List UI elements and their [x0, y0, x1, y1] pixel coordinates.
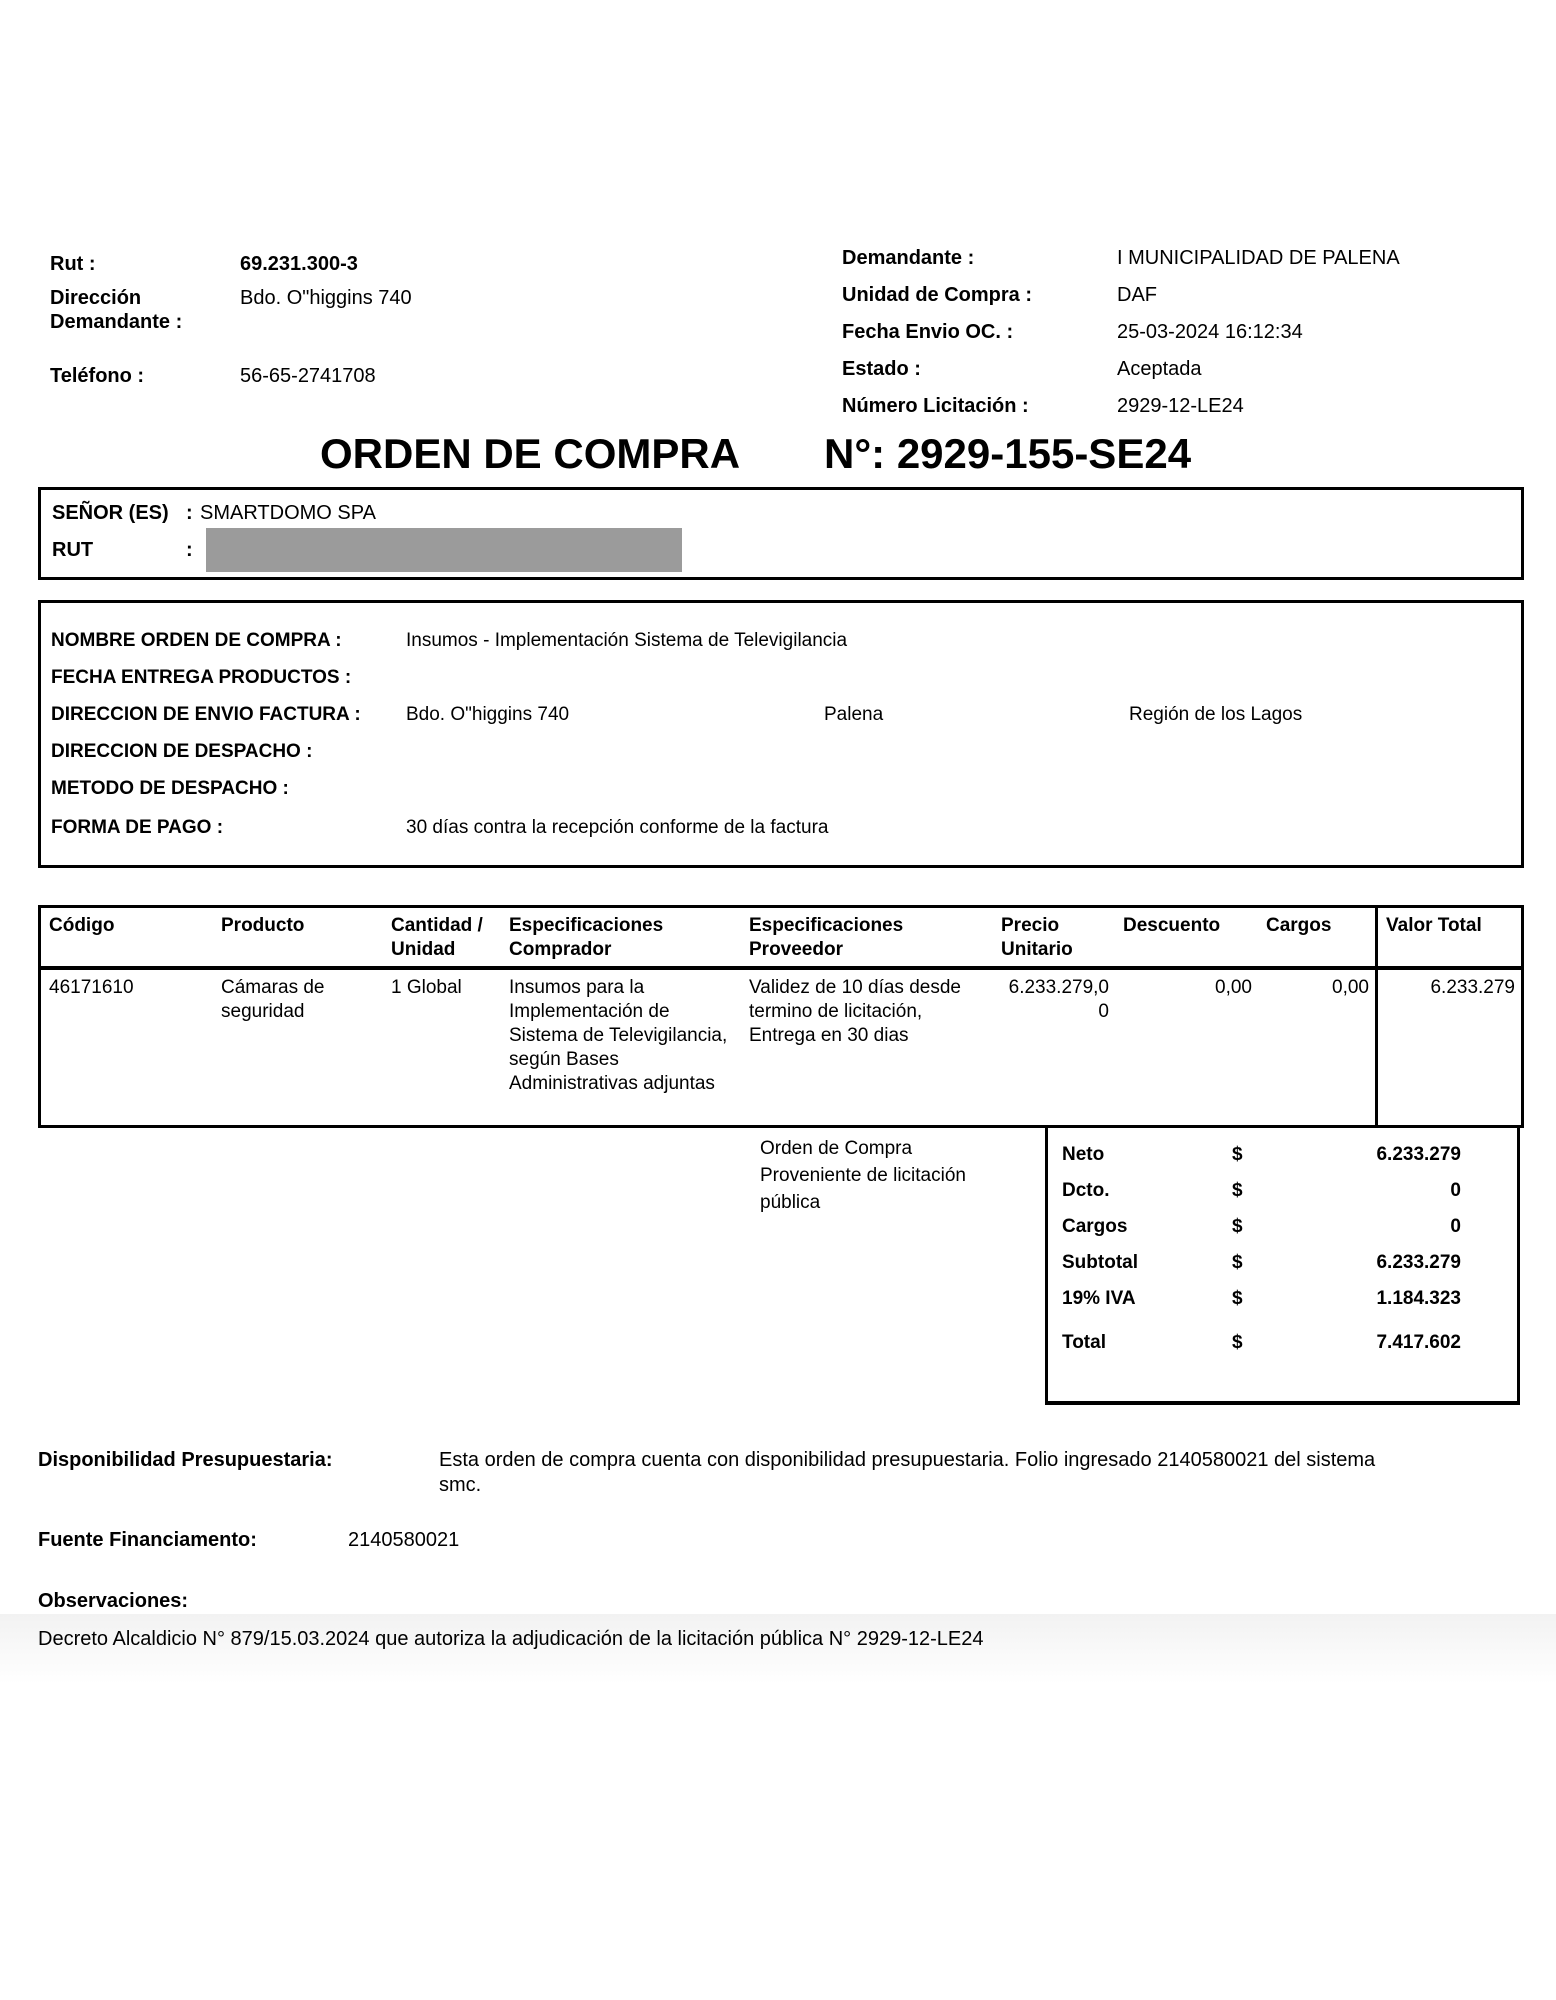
metodo-despacho-label: METODO DE DESPACHO :: [51, 778, 289, 799]
fuente-financiamento-row: [38, 1528, 459, 1553]
telefono-value: 56-65-2741708: [240, 365, 376, 387]
fecha-envio-value: 25-03-2024 16:12:34: [1117, 321, 1303, 343]
cargos-value: 0: [1450, 1216, 1461, 1237]
buyer-info-right: [842, 246, 1522, 431]
direccion-despacho-label: DIRECCION DE DESPACHO :: [51, 741, 313, 762]
header-precio-unitario: Precio Unitario: [1001, 915, 1073, 960]
demandante-row: [842, 246, 1522, 270]
direccion-despacho-row: [51, 740, 1509, 763]
envio-factura-comuna: Palena: [824, 704, 884, 725]
neto-label: Neto: [1062, 1144, 1105, 1165]
estado-value: Aceptada: [1117, 358, 1202, 380]
neto-value: 6.233.279: [1376, 1144, 1461, 1165]
subtotal-label: Subtotal: [1062, 1252, 1138, 1273]
fuente-value: 2140580021: [348, 1529, 460, 1551]
cell-cantidad: 1 Global: [391, 977, 462, 998]
fuente-label: Fuente Financiamento:: [38, 1529, 257, 1551]
cell-precio-unitario: 6.233.279,00: [1008, 977, 1109, 1022]
cell-espec-proveedor: Validez de 10 días desde termino de licitación, Entrega en 30 dias: [749, 977, 961, 1046]
document-title: [320, 430, 1191, 478]
direccion-row: [50, 286, 790, 334]
header-cargos: Cargos: [1266, 915, 1332, 936]
disponibilidad-label: Disponibilidad Presupuestaria:: [38, 1449, 333, 1471]
envio-factura-label: DIRECCION DE ENVIO FACTURA :: [51, 704, 361, 725]
total-row-cargos: [1062, 1215, 1517, 1239]
metodo-despacho-row: [51, 777, 1509, 800]
header-cantidad: Cantidad / Unidad: [391, 915, 483, 960]
dcto-label: Dcto.: [1062, 1180, 1110, 1201]
header-codigo: Código: [49, 915, 115, 936]
telefono-label: Teléfono :: [50, 365, 145, 387]
rut-row: [50, 252, 790, 276]
numero-licitacion-row: [842, 394, 1522, 418]
total-row-neto: [1062, 1143, 1517, 1167]
disponibilidad-row: [38, 1448, 1399, 1498]
nombre-orden-label: NOMBRE ORDEN DE COMPRA :: [51, 630, 342, 651]
cargos-currency: $: [1232, 1216, 1243, 1237]
items-table: [38, 905, 1524, 1128]
observaciones-text: Decreto Alcaldicio N° 879/15.03.2024 que autoriza la adjudicación de la licitación pública N° 2929-12-LE24: [38, 1628, 984, 1650]
fecha-envio-row: [842, 320, 1522, 344]
totals-box: [1045, 1127, 1520, 1405]
total-row-dcto: [1062, 1179, 1517, 1203]
senor-value: SMARTDOMO SPA: [200, 502, 376, 524]
total-label: Total: [1062, 1332, 1106, 1353]
senor-label: SEÑOR (ES): [52, 502, 169, 524]
cell-codigo: 46171610: [49, 977, 134, 998]
subtotal-currency: $: [1232, 1252, 1243, 1273]
header-producto: Producto: [221, 915, 305, 936]
demandante-label: Demandante :: [842, 247, 975, 269]
nombre-orden-value: Insumos - Implementación Sistema de Televigilancia: [406, 630, 848, 651]
items-table-header: [41, 908, 1521, 970]
cell-producto: Cámaras de seguridad: [221, 977, 325, 1022]
envio-factura-direccion: Bdo. O"higgins 740: [406, 704, 570, 725]
cell-espec-comprador: Insumos para la Implementación de Sistema de Televigilancia, según Bases Administrativas adjuntas: [509, 977, 728, 1094]
header-valor-total: Valor Total: [1375, 908, 1521, 966]
direccion-value: Bdo. O"higgins 740: [240, 287, 412, 309]
rut-value: 69.231.300-3: [240, 253, 358, 275]
iva-value: 1.184.323: [1376, 1288, 1461, 1309]
unidad-compra-value: DAF: [1117, 284, 1157, 306]
rut-label: Rut :: [50, 253, 96, 275]
dcto-currency: $: [1232, 1180, 1243, 1201]
buyer-info-left: [50, 252, 790, 388]
vendor-rut-row: [52, 526, 1521, 574]
fecha-envio-label: Fecha Envio OC. :: [842, 321, 1014, 343]
dcto-value: 0: [1450, 1180, 1461, 1201]
iva-label: 19% IVA: [1062, 1288, 1136, 1309]
order-number-value: 2929-155-SE24: [896, 430, 1192, 477]
table-row: [41, 970, 1521, 1125]
header-descuento: Descuento: [1123, 915, 1221, 936]
estado-row: [842, 357, 1522, 381]
order-number-label: N°:: [824, 430, 886, 477]
total-value: 7.417.602: [1376, 1332, 1461, 1353]
subtotal-value: 6.233.279: [1376, 1252, 1461, 1273]
rut-redaction: [206, 528, 682, 572]
unidad-compra-label: Unidad de Compra :: [842, 284, 1033, 306]
senor-row: [52, 500, 1521, 526]
cell-cargos: 0,00: [1332, 977, 1369, 998]
observaciones-label: Observaciones:: [38, 1590, 189, 1612]
numero-licitacion-value: 2929-12-LE24: [1117, 395, 1244, 417]
total-row-iva: [1062, 1287, 1517, 1311]
vendor-box: [38, 487, 1524, 580]
cell-valor-total: 6.233.279: [1375, 970, 1521, 1125]
total-currency: $: [1232, 1332, 1243, 1353]
direccion-label: Dirección Demandante :: [50, 287, 183, 333]
fecha-entrega-label: FECHA ENTREGA PRODUCTOS :: [51, 667, 352, 688]
senor-colon: :: [186, 502, 193, 524]
numero-licitacion-label: Número Licitación :: [842, 395, 1029, 417]
unidad-compra-row: [842, 283, 1522, 307]
nombre-orden-row: [51, 629, 1509, 652]
header-espec-comprador: Especificaciones Comprador: [509, 915, 664, 960]
summary-note: Orden de Compra Proveniente de licitación pública: [760, 1138, 966, 1213]
iva-currency: $: [1232, 1288, 1243, 1309]
order-number: [824, 430, 1191, 478]
estado-label: Estado :: [842, 358, 921, 380]
order-details-box: [38, 600, 1524, 868]
cell-descuento: 0,00: [1215, 977, 1252, 998]
envio-factura-row: [51, 703, 1509, 726]
fecha-entrega-row: [51, 666, 1509, 689]
vendor-rut-label: RUT: [52, 538, 94, 561]
forma-pago-value: 30 días contra la recepción conforme de la factura: [406, 817, 829, 838]
header-espec-proveedor: Especificaciones Proveedor: [749, 915, 904, 960]
total-row-total: [1062, 1331, 1517, 1355]
neto-currency: $: [1232, 1144, 1243, 1165]
demandante-value: I MUNICIPALIDAD DE PALENA: [1117, 247, 1400, 269]
forma-pago-row: [51, 816, 1509, 839]
total-row-subtotal: [1062, 1251, 1517, 1275]
vendor-rut-colon: :: [186, 538, 193, 561]
telefono-row: [50, 364, 790, 388]
title-text: ORDEN DE COMPRA: [320, 430, 741, 477]
observation-band: [0, 1614, 1556, 1684]
envio-factura-region: Región de los Lagos: [1129, 704, 1303, 725]
disponibilidad-text: Esta orden de compra cuenta con disponibilidad presupuestaria. Folio ingresado 2140580021 del sistema smc.: [439, 1449, 1376, 1496]
forma-pago-label: FORMA DE PAGO :: [51, 817, 224, 838]
cargos-label: Cargos: [1062, 1216, 1128, 1237]
